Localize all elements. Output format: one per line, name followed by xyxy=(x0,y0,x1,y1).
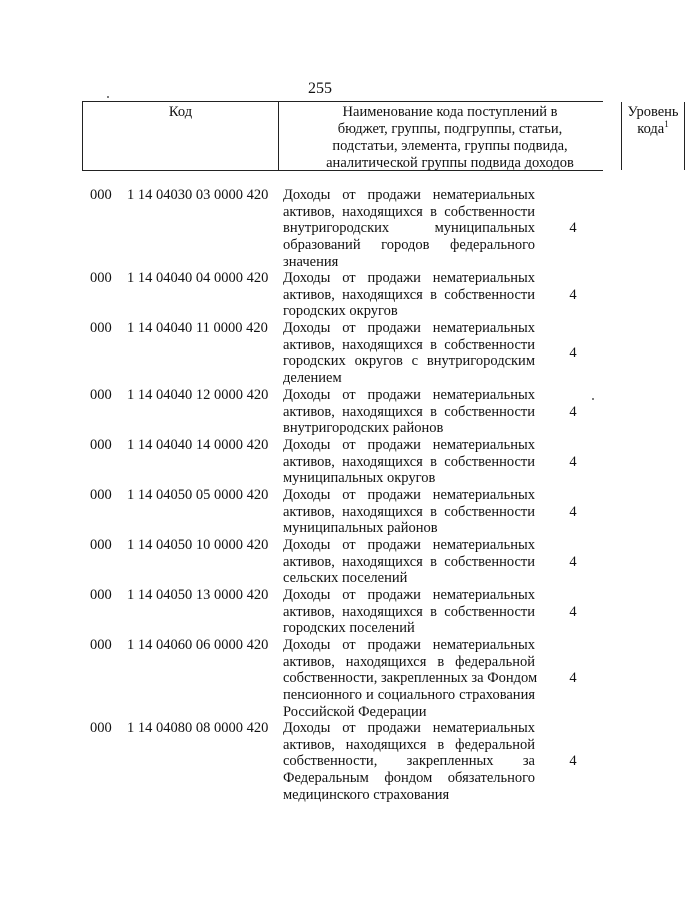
code-level: 4 xyxy=(569,345,577,362)
revenue-name-line: активов, находящихся в собственности xyxy=(283,203,535,220)
revenue-name-line: активов, находящихся в собственности xyxy=(283,403,535,420)
header-level-line xyxy=(622,121,684,138)
code-level: 4 xyxy=(569,753,577,770)
admin-code: 000 xyxy=(90,637,112,653)
revenue-name-line: активов, находящихся в собственности xyxy=(283,453,535,470)
scan-speck xyxy=(592,398,594,400)
revenue-code: 1 14 04040 14 0000 420 xyxy=(127,437,269,453)
admin-code: 000 xyxy=(90,437,112,453)
revenue-code: 1 14 04050 13 0000 420 xyxy=(127,587,269,603)
admin-code: 000 xyxy=(90,487,112,503)
revenue-name-line: внутригородских районов xyxy=(283,420,444,437)
revenue-code: 1 14 04040 11 0000 420 xyxy=(127,320,268,336)
revenue-name-line: сельских поселений xyxy=(283,570,408,587)
revenue-name xyxy=(283,587,535,637)
revenue-name xyxy=(283,537,535,587)
revenue-name xyxy=(283,437,535,487)
code-level: 4 xyxy=(569,453,577,470)
admin-code: 000 xyxy=(90,720,112,736)
table-header xyxy=(82,101,679,171)
code-level: 4 xyxy=(569,220,577,237)
code-level: 4 xyxy=(569,286,577,303)
revenue-name-line: Доходы от продажи нематериальных xyxy=(283,270,535,286)
revenue-code: 1 14 04050 05 0000 420 xyxy=(127,487,269,503)
revenue-name-line: значения xyxy=(283,253,339,270)
header-name-line: подстатьи, элемента, группы подвида, xyxy=(332,138,568,154)
admin-code: 000 xyxy=(90,587,112,603)
revenue-name-line: активов, находящихся в собственности xyxy=(283,553,535,570)
revenue-name-line: городских поселений xyxy=(283,620,415,637)
revenue-name xyxy=(283,187,535,270)
code-level: 4 xyxy=(569,670,577,687)
revenue-name-line: активов, находящихся в собственности xyxy=(283,503,535,520)
revenue-code: 1 14 04050 10 0000 420 xyxy=(127,537,269,553)
revenue-code: 1 14 04040 04 0000 420 xyxy=(127,270,269,286)
code-level: 4 xyxy=(569,553,577,570)
revenue-name-line: активов, находящихся в федеральной xyxy=(283,653,535,670)
revenue-name-line: активов, находящихся в собственности xyxy=(283,603,535,620)
revenue-name-line: активов, находящихся в собственности xyxy=(283,336,535,353)
revenue-name-line: Доходы от продажи нематериальных xyxy=(283,720,535,736)
revenue-name xyxy=(283,270,535,320)
revenue-name-line: Доходы от продажи нематериальных xyxy=(283,537,535,553)
admin-code: 000 xyxy=(90,320,112,336)
revenue-code: 1 14 04060 06 0000 420 xyxy=(127,637,269,653)
revenue-name-line: Доходы от продажи нематериальных xyxy=(283,487,535,503)
revenue-name-line: Доходы от продажи нематериальных xyxy=(283,187,535,203)
revenue-name-line: собственности, закрепленных за xyxy=(283,753,535,770)
code-level: 4 xyxy=(569,503,577,520)
revenue-name-line: собственности, закрепленных за Фондом xyxy=(283,670,538,687)
admin-code: 000 xyxy=(90,537,112,553)
revenue-name-line: Доходы от продажи нематериальных xyxy=(283,437,535,453)
header-level-word: кода xyxy=(637,121,665,137)
revenue-name-line: муниципальных районов xyxy=(283,520,438,537)
revenue-name-line: Федеральным фондом обязательного xyxy=(283,770,535,787)
header-name-line: Наименование кода поступлений в xyxy=(342,104,558,120)
header-level-cell xyxy=(622,102,685,170)
header-name-cell xyxy=(279,102,622,170)
revenue-name-line: внутригородских муниципальных xyxy=(283,220,535,237)
revenue-name-line: делением xyxy=(283,370,342,387)
revenue-name-line: активов, находящихся в собственности xyxy=(283,286,535,303)
revenue-name-line: Доходы от продажи нематериальных xyxy=(283,387,535,403)
admin-code: 000 xyxy=(90,187,112,203)
revenue-name-line: медицинского страхования xyxy=(283,786,450,803)
revenue-code: 1 14 04040 12 0000 420 xyxy=(127,387,269,403)
revenue-name xyxy=(283,637,538,720)
header-level-line: Уровень xyxy=(627,104,679,120)
revenue-code: 1 14 04030 03 0000 420 xyxy=(127,187,269,203)
admin-code: 000 xyxy=(90,270,112,286)
header-code-label: Код xyxy=(168,104,193,120)
revenue-name-line: Доходы от продажи нематериальных xyxy=(283,320,535,336)
revenue-name-line: Доходы от продажи нематериальных xyxy=(283,637,535,653)
header-name-line: бюджет, группы, подгруппы, статьи, xyxy=(337,121,563,137)
header-code-cell xyxy=(82,102,279,170)
revenue-name-line: городских округов xyxy=(283,303,398,320)
revenue-name xyxy=(283,487,535,537)
revenue-code: 1 14 04080 08 0000 420 xyxy=(127,720,269,736)
revenue-name-line: Доходы от продажи нематериальных xyxy=(283,587,535,603)
revenue-name-line: пенсионного и социального страхования xyxy=(283,687,535,704)
admin-code: 000 xyxy=(90,387,112,403)
revenue-name xyxy=(283,320,535,387)
header-name-line: аналитической группы подвида доходов xyxy=(326,155,574,171)
revenue-name-line: образований городов федерального xyxy=(283,237,535,254)
revenue-name-line: Российской Федерации xyxy=(283,703,427,720)
revenue-name xyxy=(283,720,535,803)
revenue-name xyxy=(283,387,535,437)
revenue-name-line: муниципальных округов xyxy=(283,470,436,487)
code-level: 4 xyxy=(569,603,577,620)
revenue-name-line: активов, находящихся в федеральной xyxy=(283,736,535,753)
code-level: 4 xyxy=(569,403,577,420)
header-level-footnote: 1 xyxy=(664,119,669,130)
revenue-name-line: городских округов с внутригородским xyxy=(283,353,535,370)
page-number: 255 xyxy=(308,80,332,97)
